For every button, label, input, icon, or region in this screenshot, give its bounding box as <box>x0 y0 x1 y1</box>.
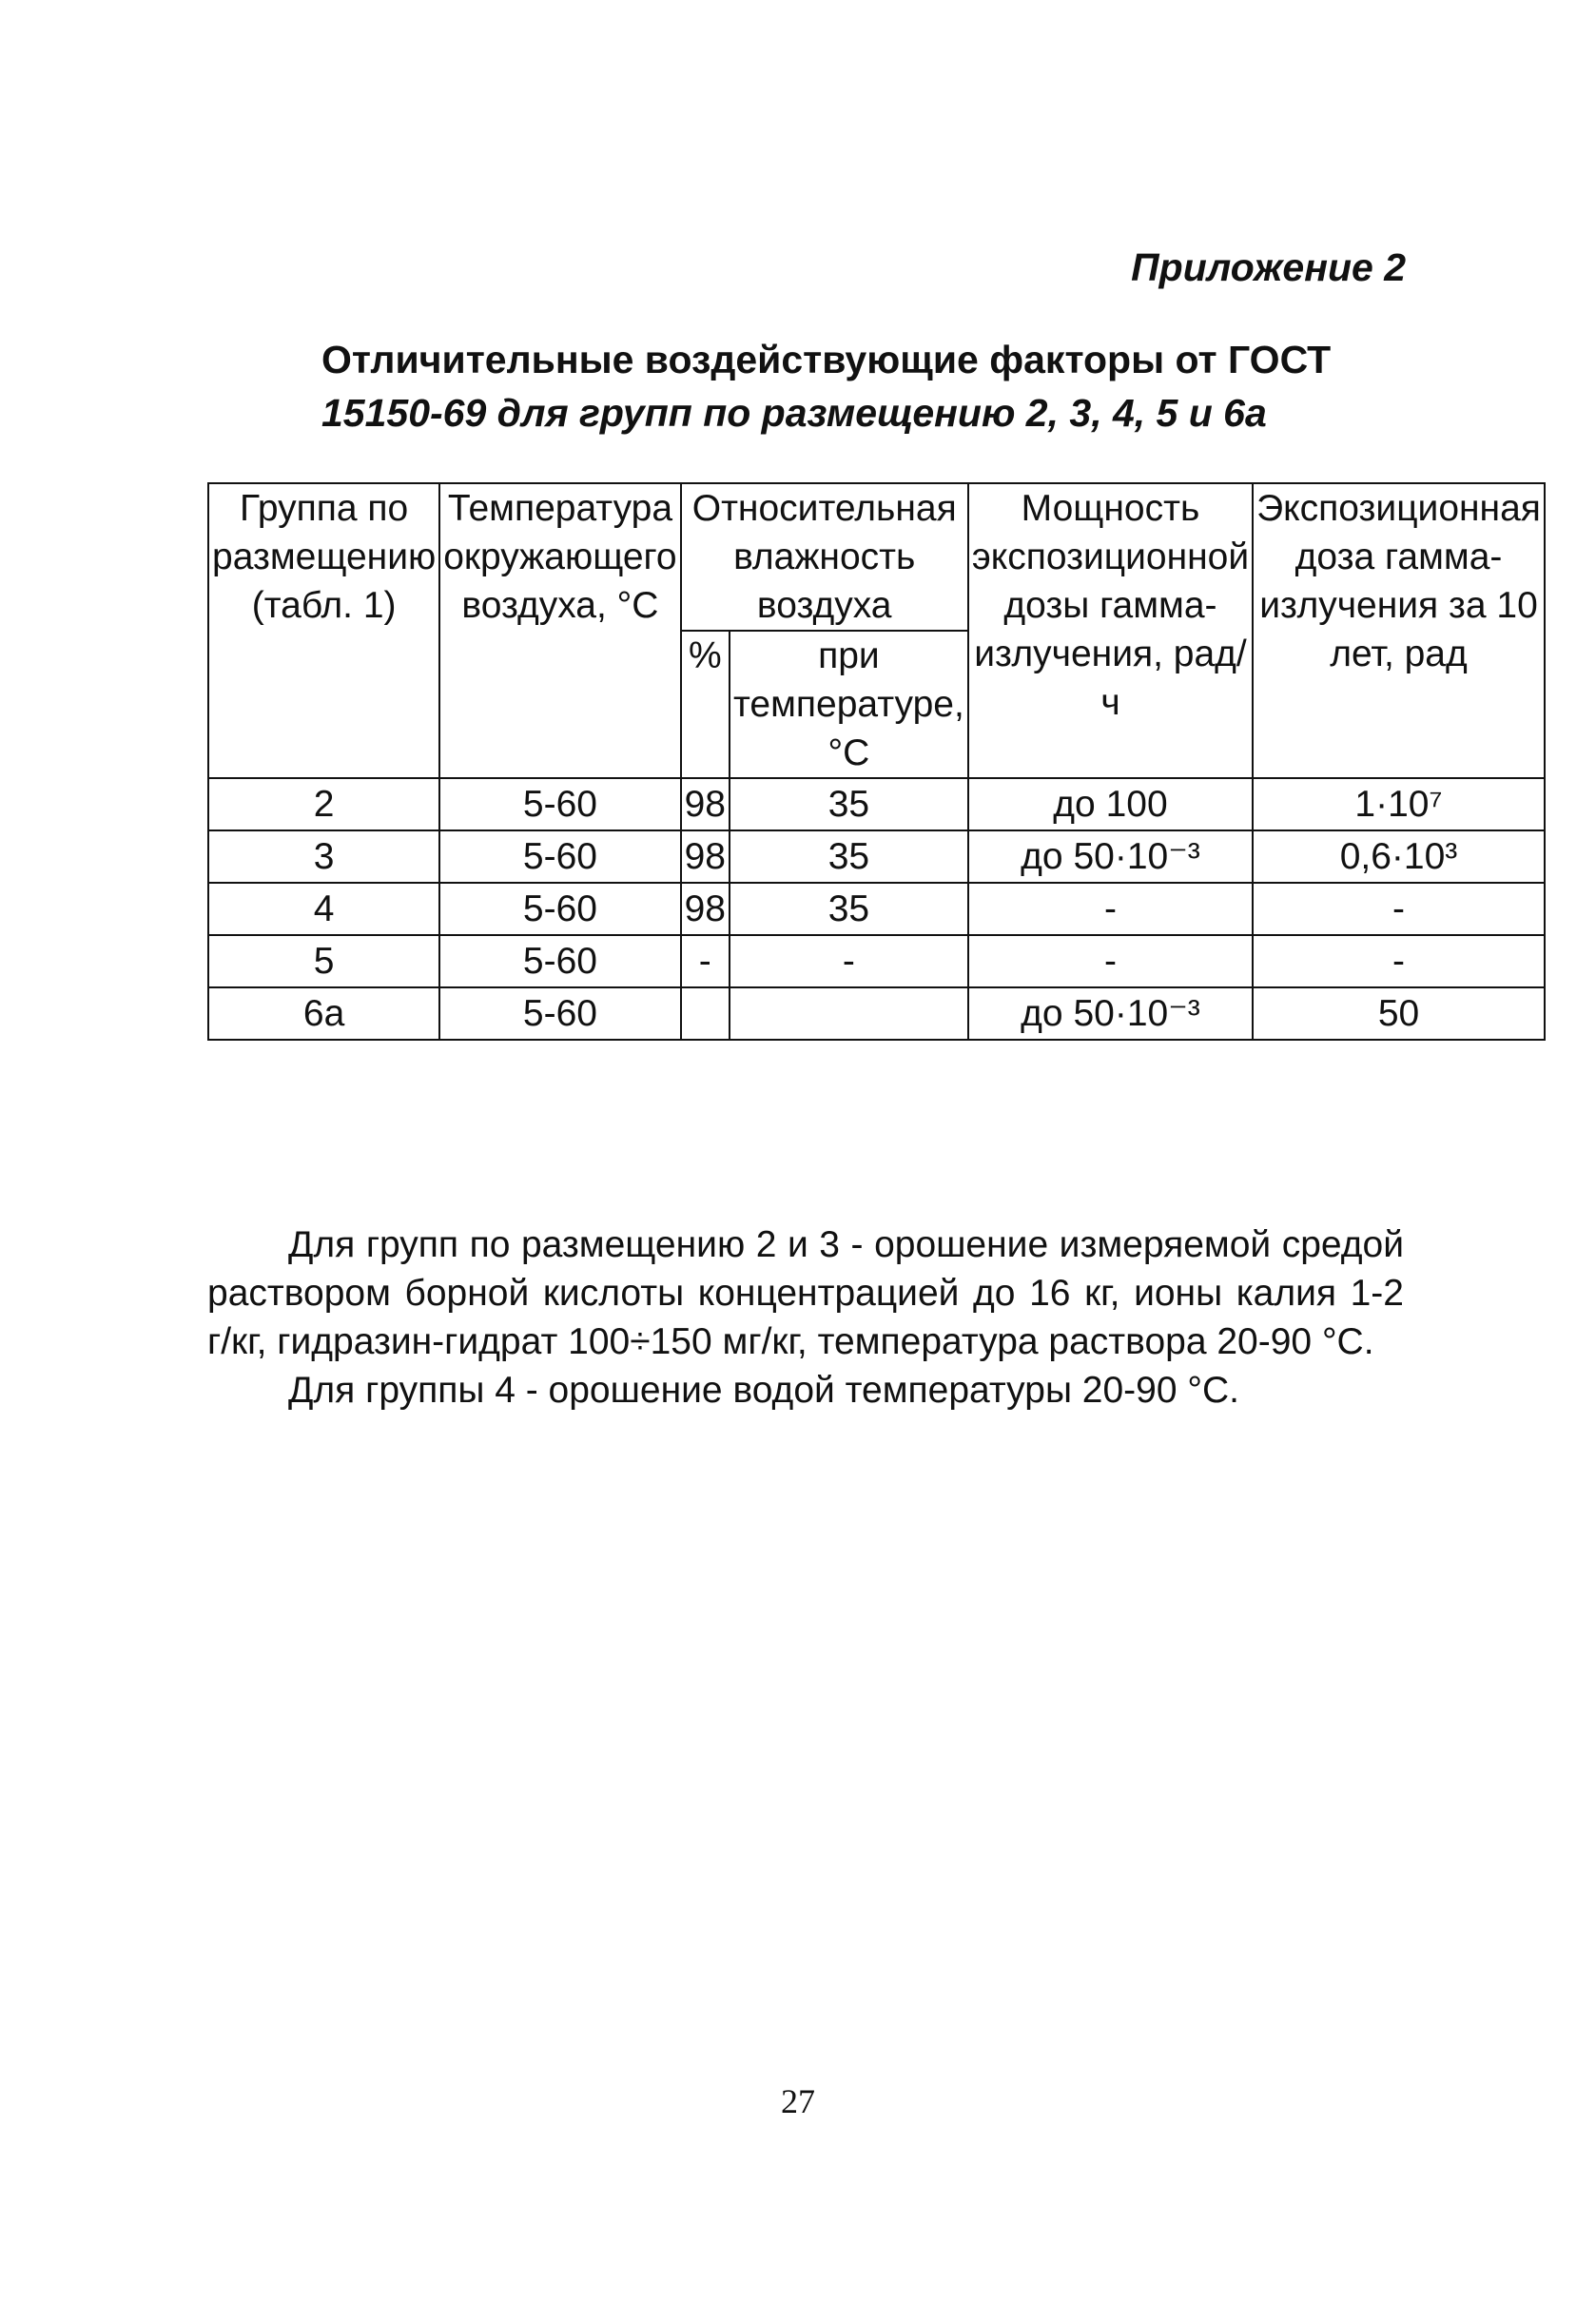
cell-dose-rate: - <box>968 935 1253 987</box>
cell-dose: - <box>1253 883 1545 935</box>
factors-table <box>207 482 1546 1041</box>
header-dose: Экспозиционная доза гамма-излучения за 10 лет, рад <box>1253 483 1545 778</box>
appendix-label: Приложение 2 <box>1131 245 1406 289</box>
cell-dose: 50 <box>1253 987 1545 1040</box>
cell-temperature: 5-60 <box>439 883 680 935</box>
header-humidity-at-temperature: при температуре, °С <box>730 631 968 778</box>
cell-humidity-percent: - <box>681 935 730 987</box>
header-dose-rate: Мощность экспозиционной дозы гамма-излучения, рад/ч <box>968 483 1253 778</box>
table-row <box>208 935 1545 987</box>
table-row <box>208 987 1545 1040</box>
page-number: 27 <box>781 2082 815 2120</box>
cell-group: 3 <box>208 830 439 883</box>
cell-dose-rate: до 50·10⁻³ <box>968 830 1253 883</box>
cell-humidity-percent: 98 <box>681 778 730 830</box>
cell-temperature: 5-60 <box>439 987 680 1040</box>
title-line-1: Отличительные воздействующие факторы от ГОСТ <box>321 338 1332 381</box>
header-humidity-percent: % <box>681 631 730 778</box>
cell-humidity-at-temperature: 35 <box>730 778 968 830</box>
cell-humidity-percent: 98 <box>681 830 730 883</box>
title-line-2: 15150-69 для групп по размещению 2, 3, 4, 5 и 6а <box>321 391 1267 435</box>
cell-temperature: 5-60 <box>439 935 680 987</box>
header-group: Группа по размещению (табл. 1) <box>208 483 439 778</box>
cell-humidity-at-temperature <box>730 987 968 1040</box>
cell-dose: - <box>1253 935 1545 987</box>
header-humidity: Относительная влажность воздуха <box>681 483 968 631</box>
cell-group: 6а <box>208 987 439 1040</box>
paragraph: Для группы 4 - орошение водой температуры 20-90 °С. <box>288 1370 1239 1411</box>
paragraph: Для групп по размещению 2 и 3 - орошение измеряемой средой раствором борной кислоты концентрацией до 16 кг, ионы калия 1-2 г/кг, гидразин-гидрат 100÷150 мг/кг, температура раствора 20-90 °С. <box>207 1224 1404 1362</box>
cell-humidity-percent: 98 <box>681 883 730 935</box>
cell-dose-rate: до 100 <box>968 778 1253 830</box>
cell-group: 2 <box>208 778 439 830</box>
table-row <box>208 883 1545 935</box>
cell-humidity-at-temperature: 35 <box>730 883 968 935</box>
cell-temperature: 5-60 <box>439 778 680 830</box>
document-title <box>321 333 1425 439</box>
cell-group: 5 <box>208 935 439 987</box>
cell-dose: 0,6·10³ <box>1253 830 1545 883</box>
body-text <box>207 1220 1404 1415</box>
table-row <box>208 778 1545 830</box>
cell-humidity-percent <box>681 987 730 1040</box>
header-temperature: Температура окружающего воздуха, °С <box>439 483 680 778</box>
cell-group: 4 <box>208 883 439 935</box>
cell-humidity-at-temperature: - <box>730 935 968 987</box>
cell-dose-rate: до 50·10⁻³ <box>968 987 1253 1040</box>
cell-dose-rate: - <box>968 883 1253 935</box>
cell-dose: 1·10⁷ <box>1253 778 1545 830</box>
cell-temperature: 5-60 <box>439 830 680 883</box>
cell-humidity-at-temperature: 35 <box>730 830 968 883</box>
table-row <box>208 830 1545 883</box>
